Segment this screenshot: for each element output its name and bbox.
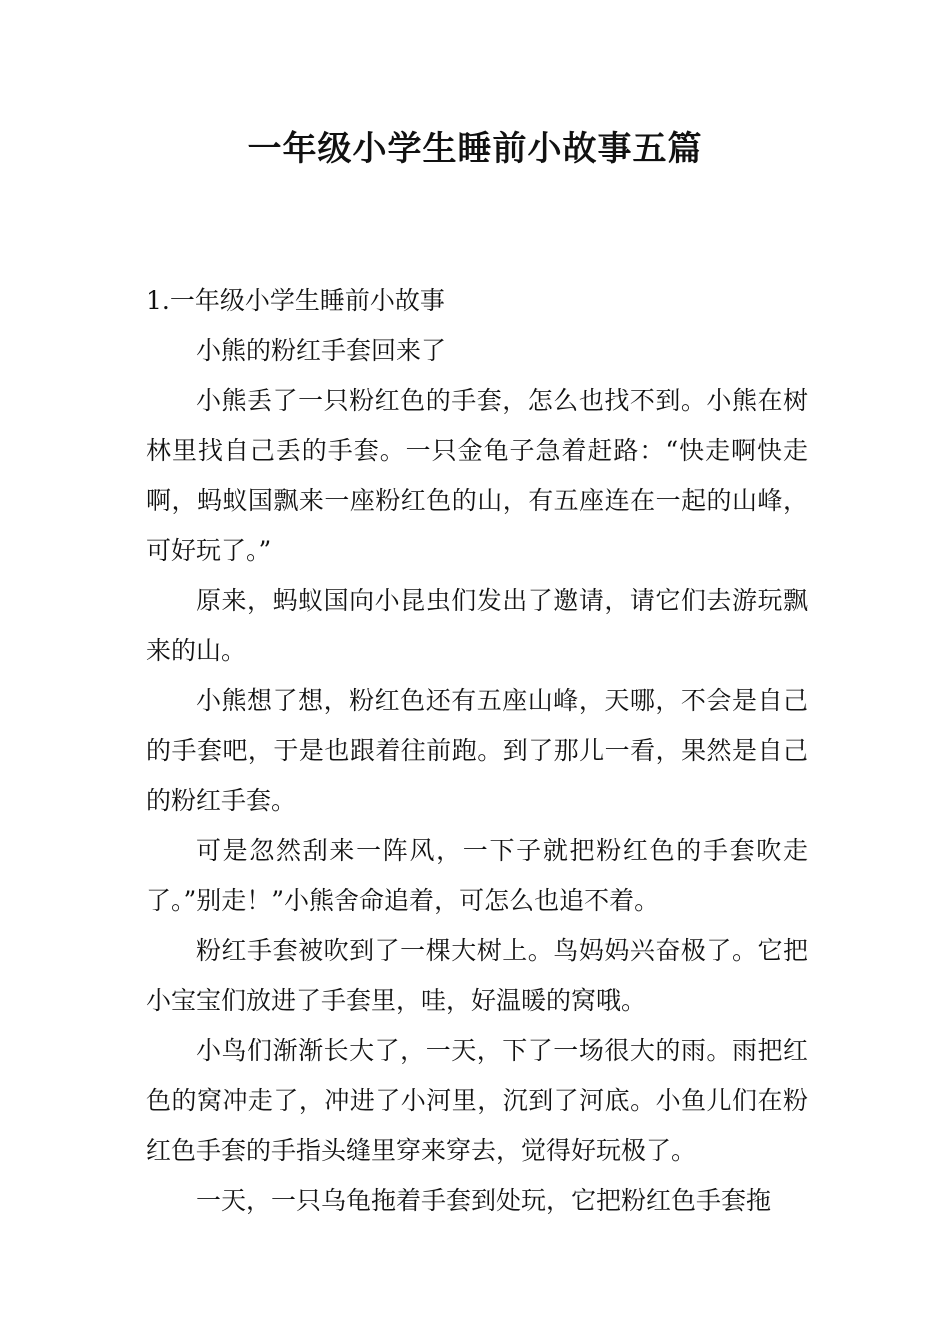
paragraph-3: 小熊想了想，粉红色还有五座山峰，天哪，不会是自己的手套吧，于是也跟着往前跑。到了那儿一看，果然是自己的粉红手套。 [146,686,808,815]
paragraph-6: 小鸟们渐渐长大了，一天，下了一场很大的雨。雨把红色的窝冲走了，冲进了小河里，沉到了河底。小鱼儿们在粉红色手套的手指头缝里穿来穿去，觉得好玩极了。 [146,1036,808,1165]
paragraph-5: 粉红手套被吹到了一棵大树上。鸟妈妈兴奋极了。它把小宝宝们放进了手套里，哇，好温暖的窝哦。 [146,936,808,1015]
section-heading: 1.一年级小学生睡前小故事 [146,286,445,315]
paragraph-4: 可是忽然刮来一阵风，一下子就把粉红色的手套吹走了。”别走！”小熊舍命追着，可怎么也追不着。 [146,836,808,915]
paragraph-2: 原来，蚂蚁国向小昆虫们发出了邀请，请它们去游玩飘来的山。 [146,586,808,665]
story-title: 小熊的粉红手套回来了 [196,336,447,365]
document-body [146,276,808,1226]
document-title: 一年级小学生睡前小故事五篇 [247,129,703,169]
paragraph-1: 小熊丢了一只粉红色的手套，怎么也找不到。小熊在树林里找自己丢的手套。一只金龟子急着赶路：“快走啊快走啊，蚂蚁国飘来一座粉红色的山，有五座连在一起的山峰，可好玩了。” [146,386,808,565]
paragraph-7: 一天，一只乌龟拖着手套到处玩，它把粉红色手套拖 [196,1186,772,1215]
